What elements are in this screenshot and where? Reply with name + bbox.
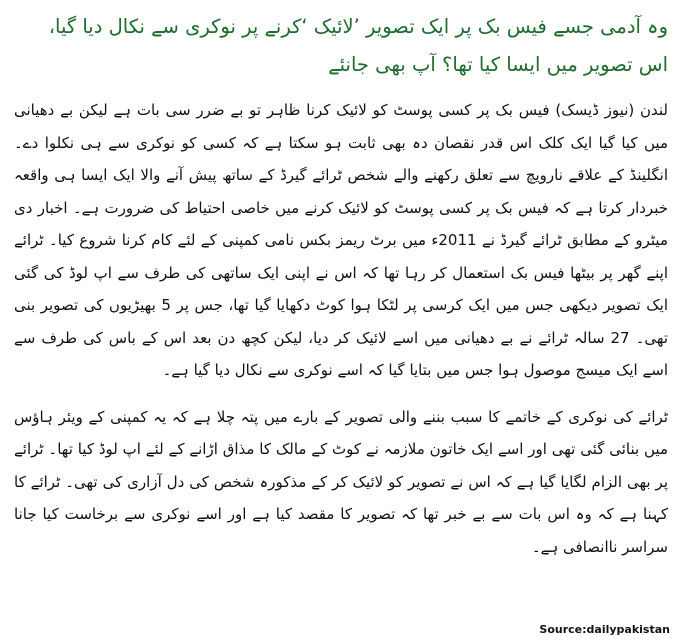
article-paragraph: ٹرائے کی نوکری کے خاتمے کا سبب بننے والی تصویر کے بارے میں پتہ چلا ہے کہ یہ کمپنی کے ویئر ہاؤس میں بنائی گئی تھی اور اسے ایک خاتون ملازمہ نے کوٹ کے مالک کا مذاق اڑانے کے لئے اپ لوڈ کیا تھا۔ ٹرائے پر بھی الزام لگایا گیا ہے کہ اس نے تصویر کو لائیک کر کے مذکورہ شخص کی دل آزاری کی تھی۔ ٹرائے کا کہنا ہے کہ وہ اس بات سے بے خبر تھا کہ تصویر کا مقصد کیا ہے اور اسے نوکری سے برخاست کیا جانا سراسر ناانصافی ہے۔	[14, 407, 668, 556]
article-title: وہ آدمی جسے فیس بک پر ایک تصویر ’لائیک ‘کرنے پر نوکری سے نکال دیا گیا، اس تصویر میں ایسا کیا تھا؟ آپ بھی جانئے	[48, 15, 668, 76]
article	[14, 8, 668, 618]
source-credit: Source:dailypakistan	[539, 623, 670, 636]
article-paragraph: لندن (نیوز ڈیسک) فیس بک پر کسی پوسٹ کو لائیک کرنا ظاہر تو بے ضرر سی بات ہے لیکن بے دھیانی میں کیا گیا ایک کلک اس قدر نقصان دہ بھی ثابت ہو سکتا ہے کہ کسی کو نوکری سے ہی نکلوا دے۔ انگلینڈ کے علاقے نارویچ سے تعلق رکھنے والے شخص ٹرائے گیرڈ کے ساتھ پیش آنے والا ایک ایسا ہی واقعہ خبردار کرتا ہے کہ فیس بک پر کسی پوسٹ کو لائیک کرنے میں خاصی احتیاط کی ضرورت ہے۔ اخبار دی میٹرو کے مطابق ٹرائے گیرڈ نے 2011ء میں برٹ ریمز بکس نامی کمپنی کے لئے کام کرنا شروع کیا۔ ٹرائے اپنے گھر پر بیٹھا فیس بک استعمال کر رہا تھا کہ اس نے اپنی ایک ساتھی کی طرف سے اپ لوڈ کی گئی ایک تصویر دیکھی جس میں ایک کرسی پر لٹکا ہوا کوٹ دکھایا گیا تھا، جس پر 5 بھیڑیوں کی تصویر بنی تھی۔ 27 سالہ ٹرائے نے بے دھیانی میں اسے لائیک کر دیا، لیکن کچھ دن بعد اس کے باس کی طرف سے اسے ایک میسج موصول ہوا جس میں بتایا گیا کہ اسے نوکری سے نکال دیا گیا ہے۔	[14, 101, 668, 379]
